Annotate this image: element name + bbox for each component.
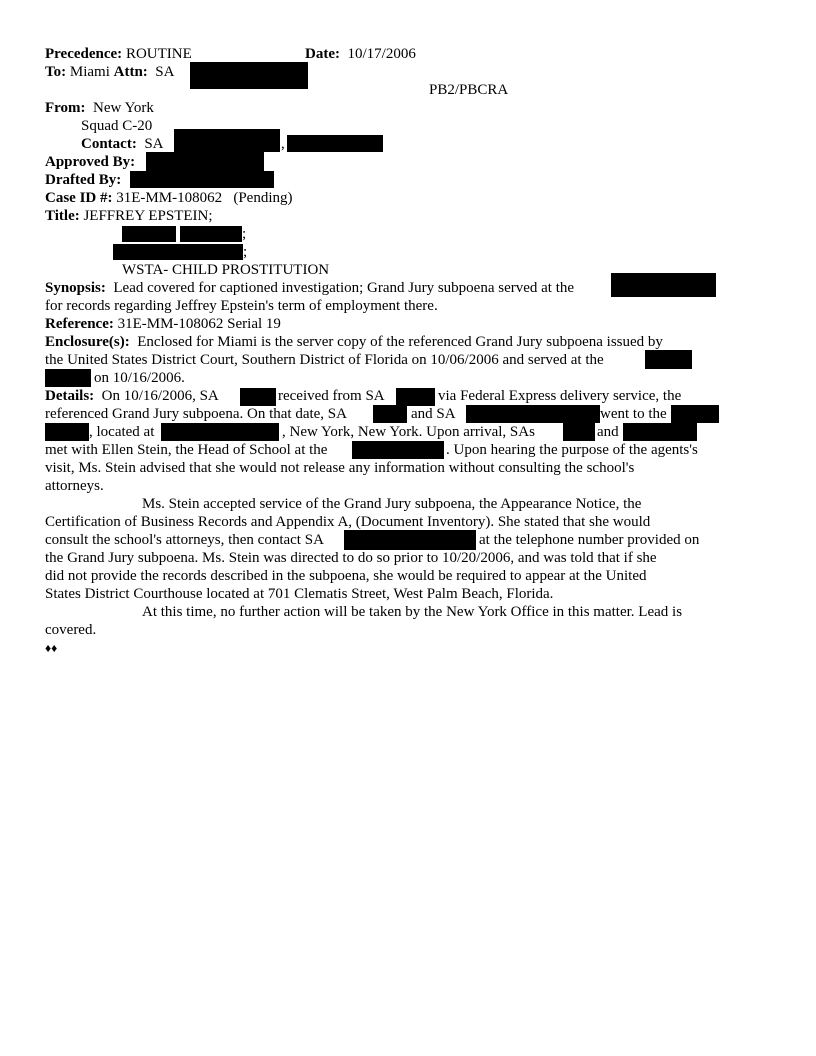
details-text-4a: met with Ellen Stein, the Head of School at the [45, 442, 328, 458]
redaction-synopsis [611, 273, 716, 297]
redaction-details-4 [352, 441, 444, 459]
redaction-contact-name [174, 129, 280, 152]
redaction-details-1b [396, 388, 435, 406]
para2-line-2: Certification of Business Records and Appendix A, (Document Inventory). She stated that she would [45, 514, 651, 530]
redaction-enclosure-b [45, 369, 91, 387]
case-id-line [45, 189, 293, 207]
details-text-2c: went to the [600, 406, 667, 422]
details-label: Details: [45, 388, 95, 404]
para3-line-1: At this time, no further action will be taken by the New York Office in this matter. Lead is [142, 604, 683, 620]
case-id-value: 31E-MM-108062 (Pending) [116, 190, 293, 206]
enclosure-text-1: Enclosed for Miami is the server copy of the referenced Grand Jury subpoena issued by [137, 334, 663, 350]
date-label: Date: [305, 46, 340, 62]
synopsis-line-1 [45, 279, 574, 297]
from-label: From: [45, 100, 86, 116]
details-text-3c: and [597, 424, 619, 440]
details-text-5: visit, Ms. Stein advised that she would not release any information without consulting the school's [45, 460, 635, 476]
redaction-drafted [130, 171, 274, 188]
redaction-title-1a [122, 226, 176, 242]
contact-value: SA [144, 136, 164, 152]
synopsis-line-2: for records regarding Jeffrey Epstein's term of employment there. [45, 298, 438, 314]
details-text-3b: , New York, New York. Upon arrival, SAs [282, 424, 535, 440]
routing-code: PB2/PBCRA [429, 82, 509, 98]
redaction-details-2c [671, 405, 719, 423]
para2-line-4: the Grand Jury subpoena. Ms. Stein was directed to do so prior to 10/20/2006, and was told that if she [45, 550, 657, 566]
title-separator-1: ; [242, 226, 247, 242]
details-line-1 [45, 387, 219, 405]
drafted-label: Drafted By: [45, 172, 122, 188]
para2-line-5: did not provide the records described in the subpoena, she would be required to appear at the United [45, 568, 647, 584]
details-text-1c: via Federal Express delivery service, the [438, 388, 682, 404]
end-mark: ♦♦ [45, 641, 58, 655]
attn-value: SA [155, 64, 175, 80]
approved-label: Approved By: [45, 154, 136, 170]
date-value: 10/17/2006 [347, 46, 416, 62]
date-line [305, 45, 416, 63]
case-id-label: Case ID #: [45, 190, 113, 206]
from-value: New York [93, 100, 154, 116]
redaction-details-3a [45, 423, 89, 441]
reference-label: Reference: [45, 316, 114, 332]
redaction-contact-phone [287, 135, 383, 152]
reference-line [45, 315, 281, 333]
para2-line-1: Ms. Stein accepted service of the Grand Jury subpoena, the Appearance Notice, the [142, 496, 642, 512]
redaction-details-1a [240, 388, 276, 406]
details-text-2a: referenced Grand Jury subpoena. On that date, SA [45, 406, 347, 422]
enclosure-label: Enclosure(s): [45, 334, 130, 350]
details-text-2b: and SA [411, 406, 456, 422]
enclosure-line-2: the United States District Court, Southern District of Florida on 10/06/2006 and served at the [45, 352, 604, 368]
redaction-title-1b [180, 226, 242, 242]
details-text-1a: On 10/16/2006, SA [101, 388, 219, 404]
attn-label: Attn: [113, 64, 148, 80]
redaction-details-3d [623, 423, 697, 441]
details-text-6: attorneys. [45, 478, 104, 494]
details-text-1b: received from SA [278, 388, 385, 404]
precedence-line [45, 45, 192, 63]
to-line [45, 63, 174, 81]
redaction-title-2 [113, 244, 243, 260]
enclosure-line-3: on 10/16/2006. [94, 370, 185, 386]
redaction-details-2a [373, 405, 407, 423]
title-label: Title: [45, 208, 80, 224]
redaction-approved [146, 152, 264, 171]
details-text-4b: . Upon hearing the purpose of the agents's [446, 442, 698, 458]
para2-line-3a: consult the school's attorneys, then contact SA [45, 532, 324, 548]
to-label: To: [45, 64, 67, 80]
redaction-details-3c [563, 423, 595, 441]
precedence-label: Precedence: [45, 46, 123, 62]
from-line [45, 99, 154, 117]
redaction-para2 [344, 530, 476, 550]
squad-line: Squad C-20 [81, 118, 153, 134]
redaction-enclosure-a [645, 350, 692, 369]
reference-value: 31E-MM-108062 Serial 19 [117, 316, 281, 332]
title-offense: WSTA- CHILD PROSTITUTION [122, 262, 330, 278]
contact-line [81, 135, 164, 153]
redaction-details-3b [161, 423, 279, 441]
details-text-3a: , located at [89, 424, 155, 440]
to-value: Miami [69, 64, 110, 80]
precedence-value: ROUTINE [125, 46, 192, 62]
contact-separator: , [281, 136, 285, 152]
para2-line-3b: at the telephone number provided on [479, 532, 700, 548]
contact-label: Contact: [81, 136, 137, 152]
synopsis-label: Synopsis: [45, 280, 106, 296]
redaction-details-2b [466, 405, 600, 423]
title-separator-2: ; [243, 244, 248, 260]
para2-line-6: States District Courthouse located at 701 Clematis Street, West Palm Beach, Florida. [45, 586, 554, 602]
para3-line-2: covered. [45, 622, 97, 638]
title-value: JEFFREY EPSTEIN; [83, 208, 213, 224]
redaction-attn [190, 62, 308, 89]
synopsis-text-1: Lead covered for captioned investigation; Grand Jury subpoena served at the [113, 280, 575, 296]
enclosure-line-1 [45, 333, 663, 351]
title-line [45, 207, 213, 225]
